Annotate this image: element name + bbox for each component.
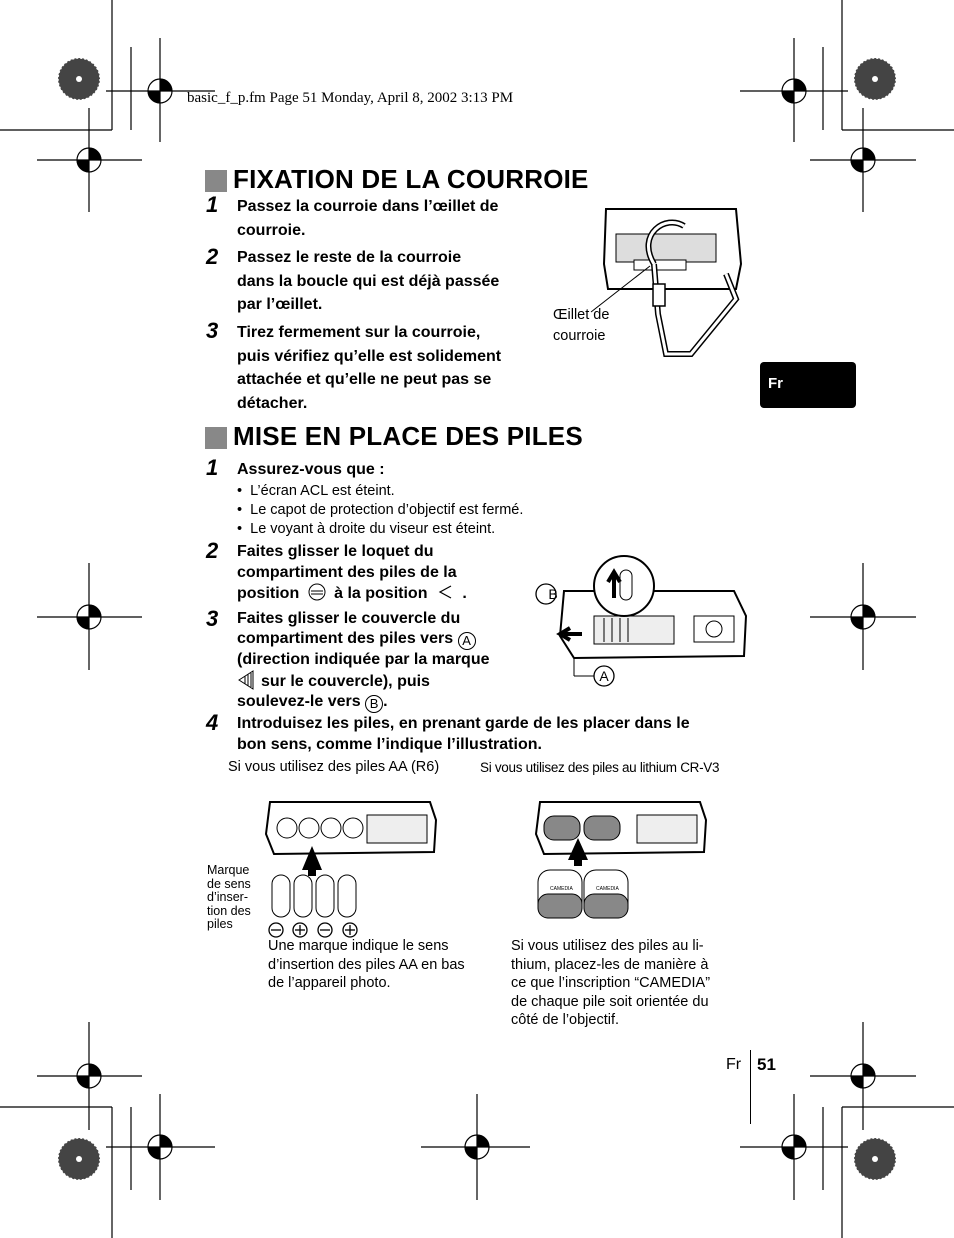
section-title-batteries: MISE EN PLACE DES PILES bbox=[205, 421, 583, 452]
page-number: 51 bbox=[757, 1055, 776, 1074]
marker-b-icon: B bbox=[365, 695, 383, 713]
footer-language: Fr bbox=[726, 1056, 742, 1073]
battery-step-1: Assurez-vous que : bbox=[237, 461, 385, 478]
list-item: • Le capot de protection d’objectif est fermé. bbox=[237, 502, 524, 518]
step-number: 3 bbox=[206, 318, 219, 343]
caption-aa-batteries: Si vous utilisez des piles AA (R6) bbox=[228, 759, 440, 775]
strap-step-2: Passez le reste de la courroie dans la boucle qui est déjà passée par l’œillet. bbox=[237, 249, 500, 313]
lithium-battery-illustration bbox=[532, 790, 712, 920]
starburst-top-left bbox=[58, 58, 100, 100]
strap-eyelet-label: Œillet de courroie bbox=[553, 307, 610, 344]
starburst-bottom-left bbox=[58, 1138, 100, 1180]
step-number: 1 bbox=[206, 455, 219, 480]
step-number: 2 bbox=[206, 244, 219, 269]
starburst-bottom-right bbox=[854, 1138, 896, 1180]
step-number: 4 bbox=[206, 710, 219, 735]
battery-step-4: Introduisez les piles, en prenant garde de les placer dans le bon sens, comme l’indique l’illustration. bbox=[237, 715, 690, 753]
section-marker-icon bbox=[205, 427, 227, 449]
aa-battery-note: Une marque indique le sens d’insertion des piles AA en bas de l’appareil photo. bbox=[268, 938, 465, 991]
step-number: 2 bbox=[206, 538, 219, 563]
caption-lithium-batteries: Si vous utilisez des piles au lithium CR-V3 bbox=[480, 760, 720, 775]
footer-divider bbox=[750, 1050, 751, 1124]
battery-brand-text: CAMEDIA bbox=[550, 886, 573, 892]
section-marker-icon bbox=[205, 170, 227, 192]
battery-cover-illustration bbox=[534, 556, 754, 686]
figure-marker-b: B bbox=[548, 586, 558, 602]
step-number: 3 bbox=[206, 606, 219, 631]
strap-step-1: Passez la courroie dans l’œillet de courroie. bbox=[237, 198, 499, 239]
strap-step-3: Tirez fermement sur la courroie, puis vérifiez qu’elle est solidement attachée et qu’elle ne peut pas se détacher. bbox=[237, 324, 502, 412]
slide-direction-mark-icon bbox=[237, 670, 257, 690]
battery-step-3: Faites glisser le couvercle du compartiment des piles vers A (direction indiquée par la marque sur le couvercle), puis soulevez-le vers B . bbox=[237, 610, 490, 711]
aa-battery-illustration bbox=[262, 790, 442, 940]
list-item: • L’écran ACL est éteint. bbox=[237, 483, 395, 499]
section-title-strap: FIXATION DE LA COURROIE bbox=[205, 164, 589, 195]
starburst-top-right bbox=[854, 58, 896, 100]
list-item: • Le voyant à droite du viseur est éteint. bbox=[237, 521, 496, 537]
lithium-battery-note: Si vous utilisez des piles au li- thium, placez-les de manière à ce que l’inscription “CAMEDIA” de chaque pile soit orientée du côté de l’objectif. bbox=[511, 938, 711, 1028]
step-number: 1 bbox=[206, 192, 219, 217]
lock-open-icon bbox=[436, 583, 454, 601]
lock-closed-icon bbox=[308, 583, 326, 601]
battery-checklist bbox=[237, 482, 523, 539]
figure-marker-a: A bbox=[599, 668, 609, 684]
strap-illustration bbox=[596, 204, 756, 364]
battery-step-2: Faites glisser le loquet du compartiment des piles de la position à la position . bbox=[237, 543, 467, 602]
marker-a-icon: A bbox=[458, 632, 476, 650]
language-tab: Fr bbox=[760, 362, 856, 408]
battery-brand-text: CAMEDIA bbox=[596, 886, 619, 892]
insertion-mark-label: Marque de sens d’inser- tion des piles bbox=[207, 863, 251, 931]
file-header-line: basic_f_p.fm Page 51 Monday, April 8, 2002 3:13 PM bbox=[187, 90, 514, 106]
